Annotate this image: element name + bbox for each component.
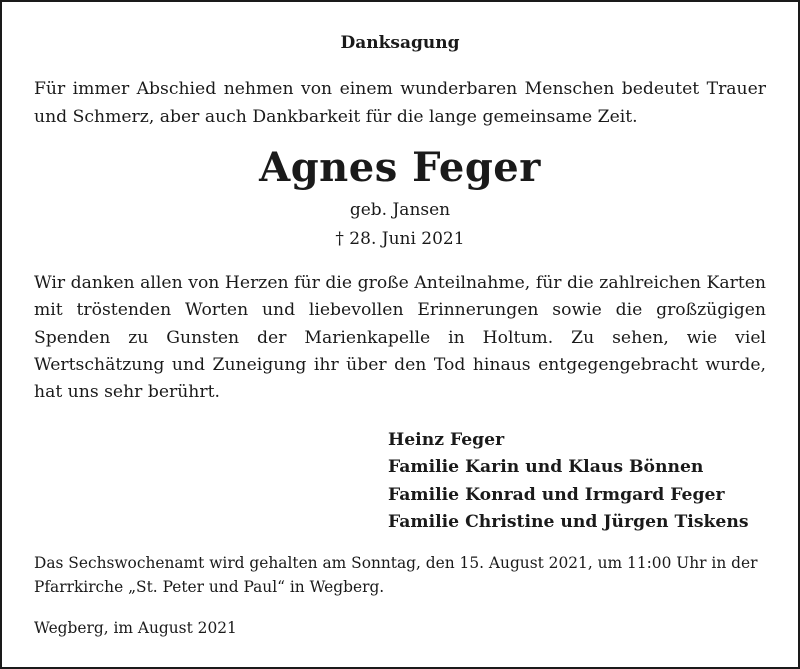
service-announcement: Das Sechswochenamt wird gehalten am Sonntag, den 15. August 2021, um 11:00 Uhr in der Pfarrkirche „St. Peter und Paul“ in Wegberg. — [34, 554, 758, 596]
maiden-name: geb. Jansen — [349, 200, 451, 220]
signatories-list — [388, 427, 749, 536]
place-and-date: Wegberg, im August 2021 — [34, 619, 237, 637]
signatory: Familie Karin und Klaus Bönnen — [388, 457, 704, 478]
signatory: Heinz Feger — [388, 430, 505, 450]
date-of-death: † 28. Juni 2021 — [335, 229, 465, 249]
thanks-paragraph: Wir danken allen von Herzen für die große Anteilnahme, für die zahlreichen Karten mit tröstenden Worten und liebevollen Erinnerungen sowie die großzügigen Spenden zu Gunsten der Marienkapelle in Holtum. Zu sehen, wie viel Wertschätzung und Zuneigung ihr über den Tod hinaus entgegengebracht wurde, hat uns sehr berührt. — [34, 273, 766, 403]
notice-heading: Danksagung — [340, 33, 460, 53]
deceased-name: Agnes Feger — [259, 144, 541, 191]
intro-paragraph: Für immer Abschied nehmen von einem wunderbaren Menschen bedeutet Trauer und Schmerz, aber auch Dankbarkeit für die lange gemeinsame Zeit. — [34, 79, 766, 127]
signatory: Familie Christine und Jürgen Tiskens — [388, 511, 749, 532]
signatory: Familie Konrad und Irmgard Feger — [388, 484, 725, 505]
